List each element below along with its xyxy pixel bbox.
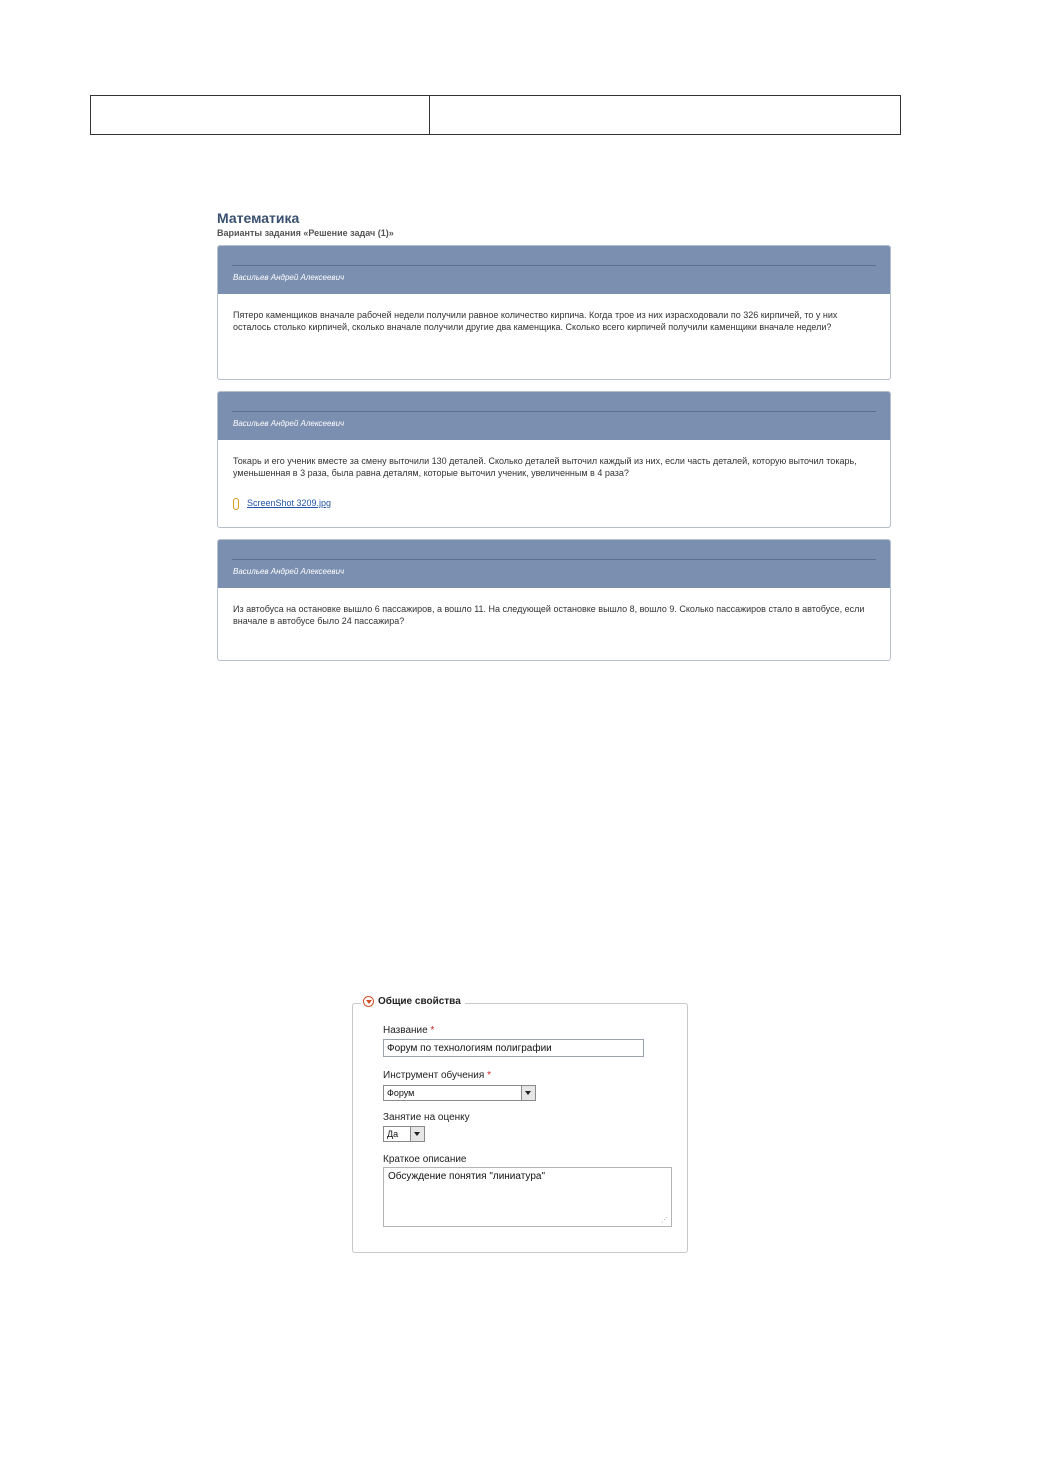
header-divider [232,411,876,412]
post-body [218,440,890,527]
collapse-arrow-icon[interactable] [363,996,374,1007]
post-author[interactable]: Васильев Андрей Алексеевич [233,419,345,428]
fieldset-legend[interactable] [361,996,465,1007]
table-cell [91,96,430,134]
chevron-down-icon[interactable] [521,1086,535,1100]
required-mark: * [487,1070,491,1081]
assignment-subtitle: Варианты задания «Решение задач (1)» [217,228,394,238]
forum-post [217,245,891,380]
tool-select[interactable] [383,1085,536,1101]
paperclip-icon [233,498,239,509]
post-author[interactable]: Васильев Андрей Алексеевич [233,273,345,282]
tool-label [383,1070,491,1081]
post-header [218,540,890,588]
post-author[interactable]: Васильев Андрей Алексеевич [233,567,345,576]
graded-label: Занятие на оценку [383,1112,470,1123]
post-header [218,246,890,294]
top-table [90,95,901,135]
post-text: Токарь и его ученик вместе за смену выточили 130 деталей. Сколько деталей выточил каждый из них, если часть деталей, которую выточил токарь, уменьшенная в 3 раза, была равна деталям, которые выточил ученик, увеличенным в 4 раза? [233,456,857,478]
post-text: Из автобуса на остановке вышло 6 пассажиров, а вошло 11. На следующей остановке вышло 8, вошло 9. Сколько пассажиров стало в автобусе, если вначале в автобусе было 24 пассажира? [233,604,865,626]
attachment-link[interactable]: ScreenShot 3209.jpg [247,498,332,508]
table-cell [430,96,900,134]
graded-select-value: Да [387,1129,399,1139]
description-textarea[interactable] [383,1167,672,1227]
tool-label-text: Инструмент обучения [383,1070,485,1081]
general-properties-fieldset [352,996,688,1253]
header-divider [232,265,876,266]
assignment-section [217,210,891,672]
post-header [218,392,890,440]
post-text: Пятеро каменщиков вначале рабочей недели получили равное количество кирпича. Когда трое из них израсходовали по 326 кирпичей, то у них осталось столько кирпичей, сколько вначале получили другие два каменщика. Сколько всего кирпичей получили каменщики вначале недели? [233,310,838,332]
name-label-text: Название [383,1025,428,1036]
header-divider [232,559,876,560]
required-mark: * [430,1025,435,1036]
name-input[interactable] [383,1039,644,1057]
forum-post [217,539,891,661]
chevron-down-icon[interactable] [410,1127,424,1141]
attachment [233,497,875,509]
subject-title: Математика [217,210,300,226]
description-label: Краткое описание [383,1154,467,1165]
forum-post [217,391,891,528]
legend-title: Общие свойства [378,996,461,1007]
name-label [383,1025,434,1036]
tool-select-value: Форум [387,1088,415,1098]
graded-select[interactable] [383,1126,425,1142]
resize-grip-icon[interactable]: ⋰ [661,1217,668,1224]
